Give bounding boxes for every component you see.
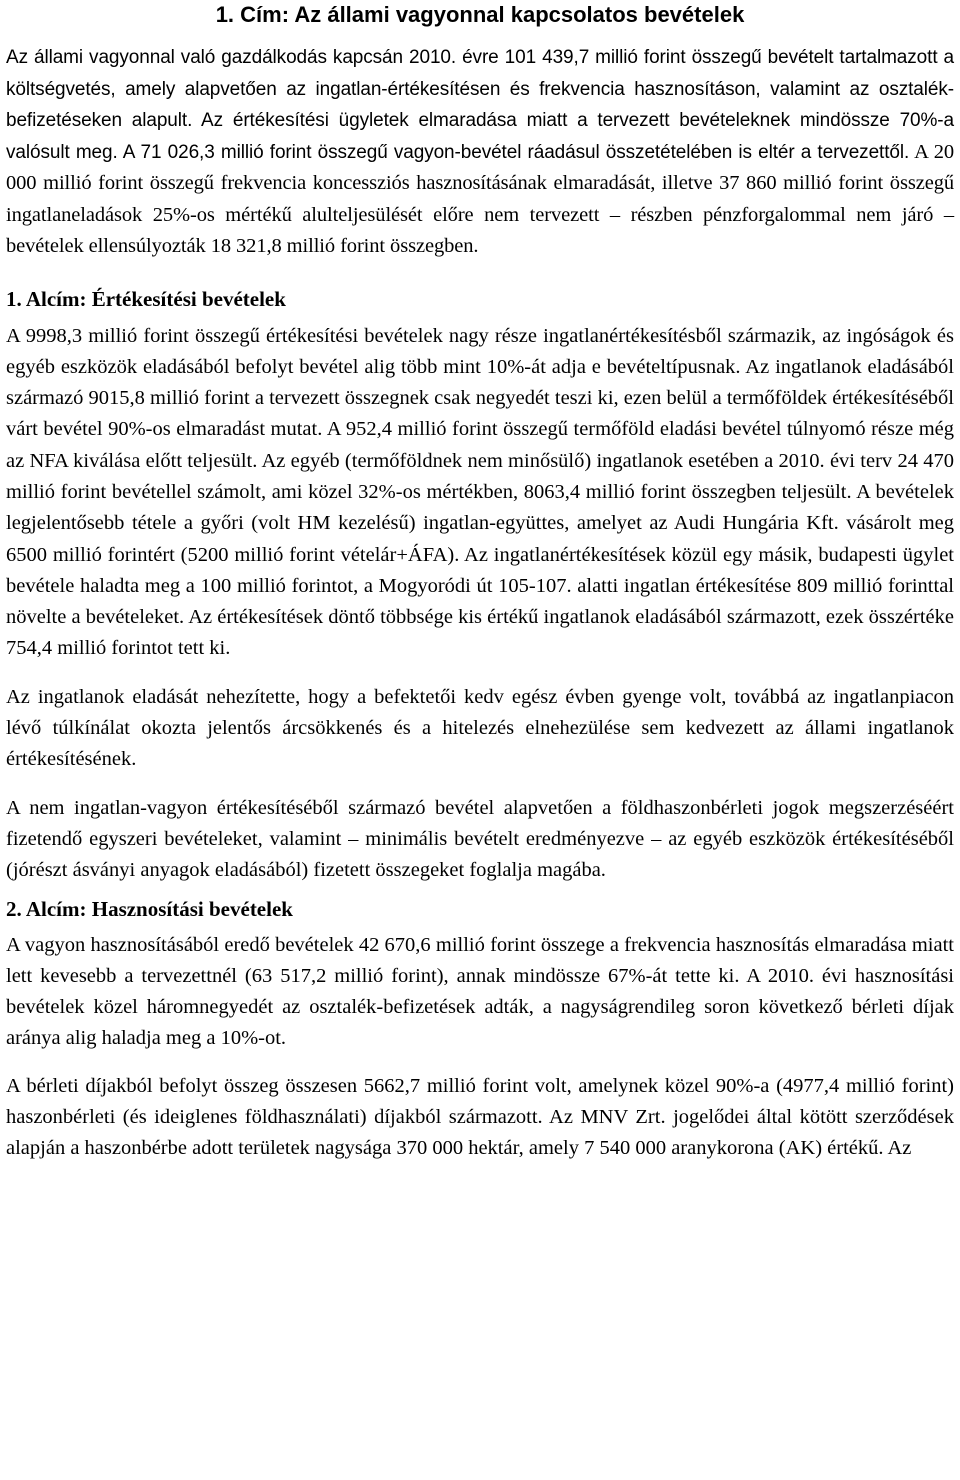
- page-title: 1. Cím: Az állami vagyonnal kapcsolatos bevételek: [215, 2, 745, 27]
- section-1-heading: 1. Alcím: Értékesítési bevételek: [6, 286, 286, 311]
- intro-serif-text: A 20 000 millió forint összegű frekvencia koncessziós hasznosításának elmaradását, illetve 37 860 millió forint összegű ingatlaneladások 25%-os mértékű alulteljesülését előre nem tervezett – részben pénzforgalommal nem járó – bevételek ellensúlyozták 18 321,8 millió forint összegben.: [6, 140, 954, 257]
- section-1-paragraph-2: Az ingatlanok eladását nehezítette, hogy a befektetői kedv egész évben gyenge volt, továbbá az ingatlanpiacon lévő túlkínálat okozta jelentős árcsökkenés és a hitelezés elnehezülése sem kedvezett az állami ingatlanok értékesítésének.: [6, 685, 954, 771]
- section-1-paragraph-1: A 9998,3 millió forint összegű értékesítési bevételek nagy része ingatlanértékesítésből származik, az ingóságok és egyéb eszközök eladásából befolyt bevétel alig több mint 10%-át adja e bevételtípusnak. Az ingatlanok eladásából származó 9015,8 millió forint a tervezett összegnek csak negyedét teszi ki, ezen belül a termőföldek értékesítéséből várt bevétel 90%-os elmaradást mutat. A 952,4 millió forint összegű termőföld eladási bevétel túlnyomó része még az NFA kiválása előtt teljesült. Az egyéb (termőföldnek nem minősülő) ingatlanok esetében a 2010. évi terv 24 470 millió forint bevétellel számolt, ami közel 32%-os mértékben, 8063,4 millió forint összegben teljesült. A bevételek legjelentősebb tétele a győri (volt HM kezelésű) ingatlan-együttes, amelyet az Audi Hungária Kft. vásárolt meg 6500 millió forintért (5200 millió forint vételár+ÁFA). Az ingatlanértékesítések közül egy másik, budapesti ügylet bevétele haladta meg a 100 millió forintot, a Mogyoródi út 105-107. alatti ingatlan értékesítése 809 millió forinttal növelte a bevételeket. Az értékesítések döntő többsége kis értékű ingatlanok eladásából származott, ezek összértéke 754,4 millió forintot tett ki.: [6, 324, 954, 660]
- section-2-heading: 2. Alcím: Hasznosítási bevételek: [6, 896, 293, 921]
- section-2-paragraph-1: A vagyon hasznosításából eredő bevételek 42 670,6 millió forint összege a frekvencia hasznosítás elmaradása miatt lett kevesebb a tervezettnél (63 517,2 millió forint), annak mindössze 67%-át tette ki. A 2010. évi hasznosítási bevételek közel háromnegyedét az osztalék-befizetések adták, a nagyságrendileg soron következő bérleti díjak aránya alig haladja meg a 10%-ot.: [6, 933, 954, 1050]
- section-2-paragraph-2: A bérleti díjakból befolyt összeg összesen 5662,7 millió forint volt, amelynek közel 90%-a (4977,4 millió forint) haszonbérleti (és ideiglenes földhasználati) díjakból származott. Az MNV Zrt. jogelődei által kötött szerződések alapján a haszonbérbe adott területek nagysága 370 000 hektár, amely 7 540 000 aranykorona (AK) értékű. Az: [6, 1074, 954, 1160]
- intro-paragraph: [6, 42, 954, 263]
- section-1-paragraph-3: A nem ingatlan-vagyon értékesítéséből származó bevétel alapvetően a földhaszonbérleti jogok megszerzéséért fizetendő egyszeri bevételeket, valamint – minimális bevételt eredményezve – az egyéb eszközök értékesítéséből (jórészt ásványi anyagok eladásából) fizetett összegeket foglalja magába.: [6, 796, 954, 882]
- intro-sans-text: Az állami vagyonnal való gazdálkodás kapcsán 2010. évre 101 439,7 millió forint összegű bevételt tartalmazott a költségvetés, amely alapvetően az ingatlan-értékesítésen és frekvencia hasznosításon, valamint az osztalék-befizetéseken alapult. Az értékesítési ügyletek elmaradása miatt a tervezett bevételeknek mindössze 70%-a valósult meg. A 71 026,3 millió forint összegű vagyon-bevétel ráadásul összetételében is eltér a tervezettől.: [6, 47, 954, 163]
